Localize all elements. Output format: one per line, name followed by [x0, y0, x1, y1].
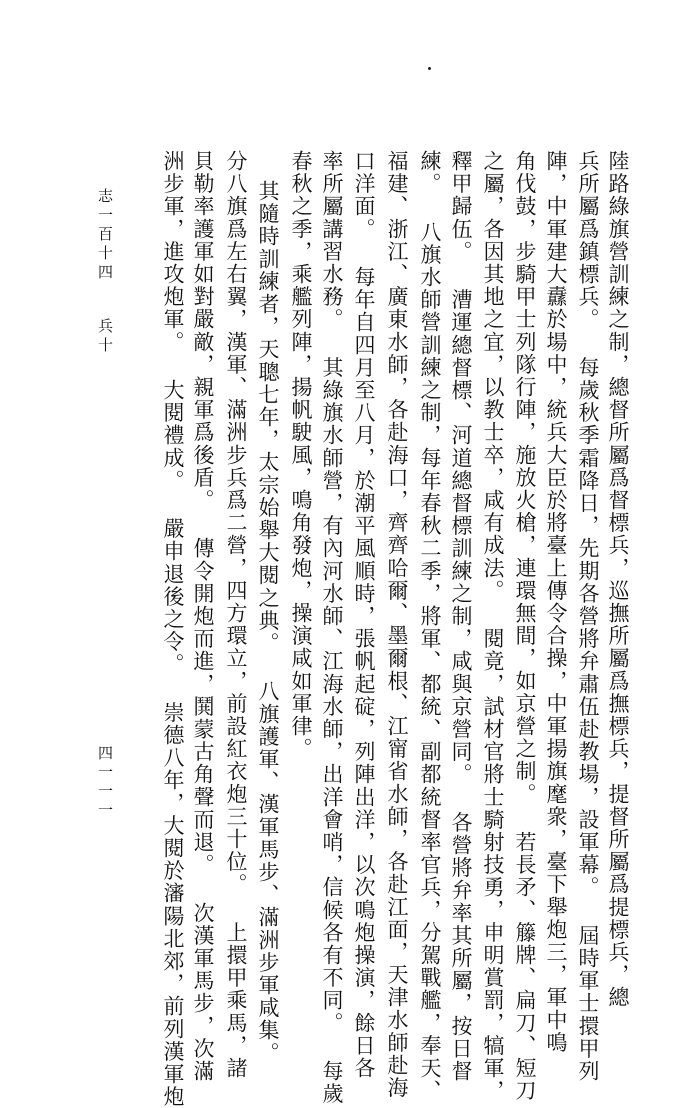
text-column-10: 率所屬講習水務。 其綠旗水師營，有內河水師、江海水師，出洋會哨，信候各有不同。 每歲 [320, 150, 344, 1106]
page-number: 四一一一 [96, 745, 114, 821]
volume-label: 志一百十四 [96, 188, 114, 283]
text-column-11: 春秋之季，乘艦列陣，揚帆駛風，鳴角發炮，操演咸如軍律。 [289, 150, 313, 761]
speck-mark [428, 67, 431, 70]
text-column-4: 角伐鼓，步騎甲士列隊行陣，施放火槍，連環無間，如京營之制。 若長矛、籐牌、扁刀、短刀 [513, 150, 537, 1103]
text-column-13: 分八旗爲左右翼，漢軍、滿洲步兵爲二營，四方環立，前設紅衣炮三十位。 上擐甲乘馬，諸 [224, 150, 248, 1080]
text-column-7: 練。 八旗水師營訓練之制，每年春秋二季，將軍、都統、副都統督率官兵，分駕戰艦，奉天、 [418, 150, 442, 1103]
section-label: 兵十 [96, 318, 114, 356]
text-column-3: 陣，中軍建大纛於場中，統兵大臣於將臺上傳令合操，中軍揚旗麾衆，臺下舉炮三，軍中鳴 [544, 150, 568, 1054]
text-column-12: 其隨時訓練者，天聰七年，太宗始舉大閱之典。 八旗護軍、漢軍馬步、滿洲步軍咸集。 [256, 180, 280, 1065]
text-column-8: 福建、浙江、廣東水師，各赴海口，齊齊哈爾、墨爾根、江甯省水師，各赴江面，天津水師赴海 [385, 150, 409, 1100]
text-column-6: 釋甲歸伍。 漕運總督標、河道總督標訓練之制，咸與京營同。 各營將弁率其所屬，按日督 [449, 150, 473, 1083]
text-column-5: 之屬，各因其地之宜，以教士卒，咸有成法。 閱竟，試材官將士騎射技勇，申明賞罰，犒軍， [481, 150, 505, 1103]
text-column-2: 兵所屬爲鎮標兵。 每歲秋季霜降日，先期各營將弁肅伍赴教場，設軍幕。 屆時軍士擐甲列 [576, 150, 600, 1083]
text-column-14: 貝勒率護軍如對嚴敵，親軍爲後盾。 傳令開炮而進，鬨蒙古角聲而退。 次漢軍馬步，次滿 [191, 150, 215, 1083]
text-column-1: 陸路綠旗營訓練之制，總督所屬爲督標兵，巡撫所屬爲撫標兵，提督所屬爲提標兵，總 [606, 150, 630, 1009]
text-column-9: 口洋面。 每年自四月至八月，於潮平風順時，張帆起碇，列陣出洋，以次鳴炮操演，餘日各 [352, 150, 376, 1080]
text-column-15: 洲步軍，進攻炮軍。 大閱禮成。 嚴申退後之令。 崇德八年，大閱於瀋陽北郊，前列漢軍炮 [161, 150, 185, 1108]
